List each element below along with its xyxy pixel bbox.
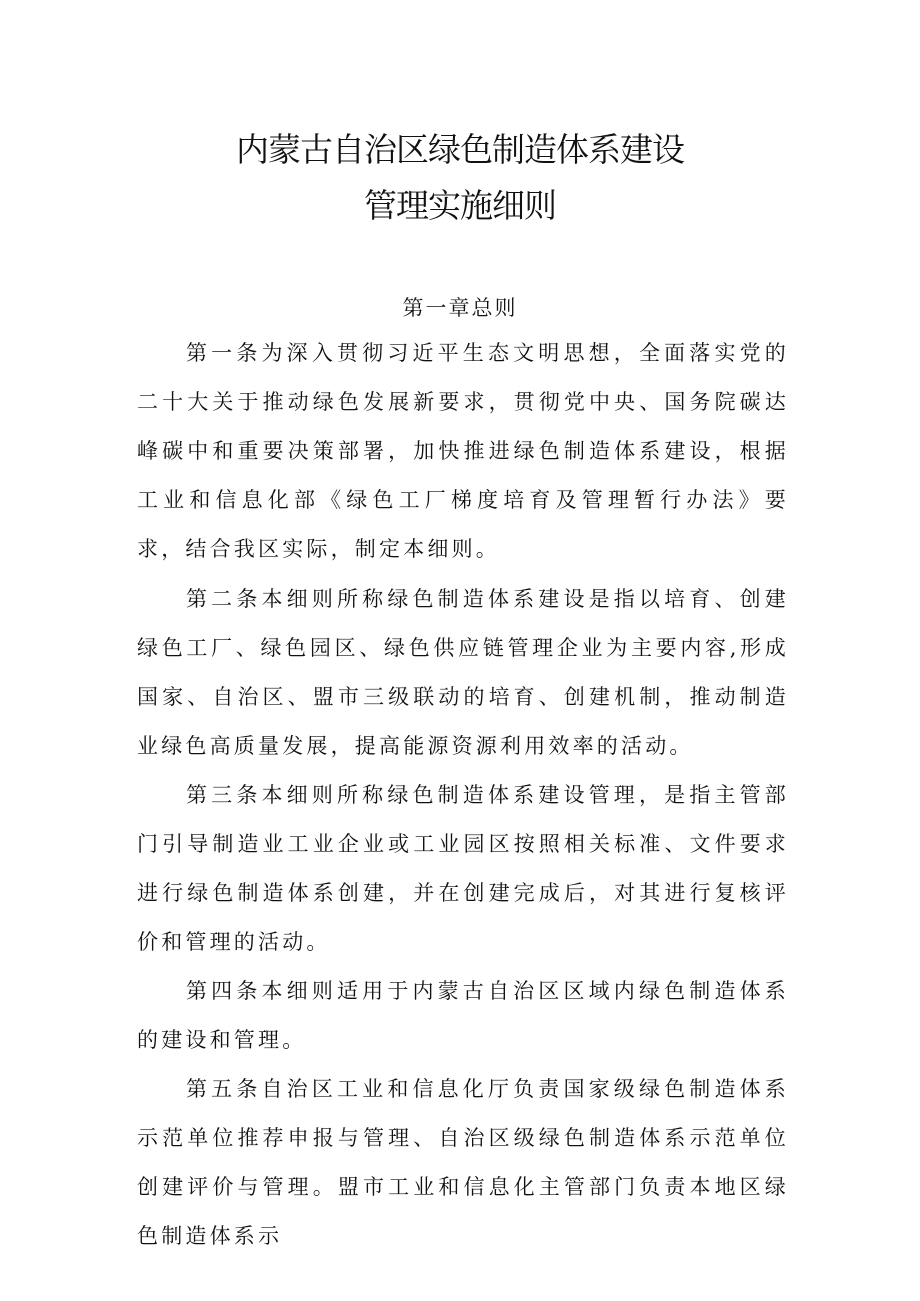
article-2: 第二条本细则所称绿色制造体系建设是指以培育、创建绿色工厂、绿色园区、绿色供应链管理企业为主要内容,形成国家、自治区、盟市三级联动的培育、创建机制，推动制造业绿色高质量发展，提高能源资源利用效率的活动。 bbox=[137, 587, 789, 758]
article-4: 第四条本细则适用于内蒙古自治区区域内绿色制造体系的建设和管理。 bbox=[137, 979, 789, 1052]
chapter-heading: 第一章总则 bbox=[402, 296, 518, 320]
article-1: 第一条为深入贯彻习近平生态文明思想，全面落实党的二十大关于推动绿色发展新要求，贯彻党中央、国务院碳达峰碳中和重要决策部署，加快推进绿色制造体系建设，根据工业和信息化部《绿色工厂梯度培育及管理暂行办法》要求，结合我区实际，制定本细则。 bbox=[137, 341, 789, 561]
article-5: 第五条自治区工业和信息化厅负责国家级绿色制造体系示范单位推荐申报与管理、自治区级绿色制造体系示范单位创建评价与管理。盟市工业和信息化主管部门负责本地区绿色制造体系示 bbox=[137, 1077, 789, 1248]
document-title-line2: 管理实施细则 bbox=[364, 186, 556, 225]
article-3: 第三条本细则所称绿色制造体系建设管理，是指主管部门引导制造业工业企业或工业园区按照相关标准、文件要求进行绿色制造体系创建，并在创建完成后，对其进行复核评价和管理的活动。 bbox=[137, 783, 789, 954]
document-title-line1: 内蒙古自治区绿色制造体系建设 bbox=[236, 130, 684, 169]
